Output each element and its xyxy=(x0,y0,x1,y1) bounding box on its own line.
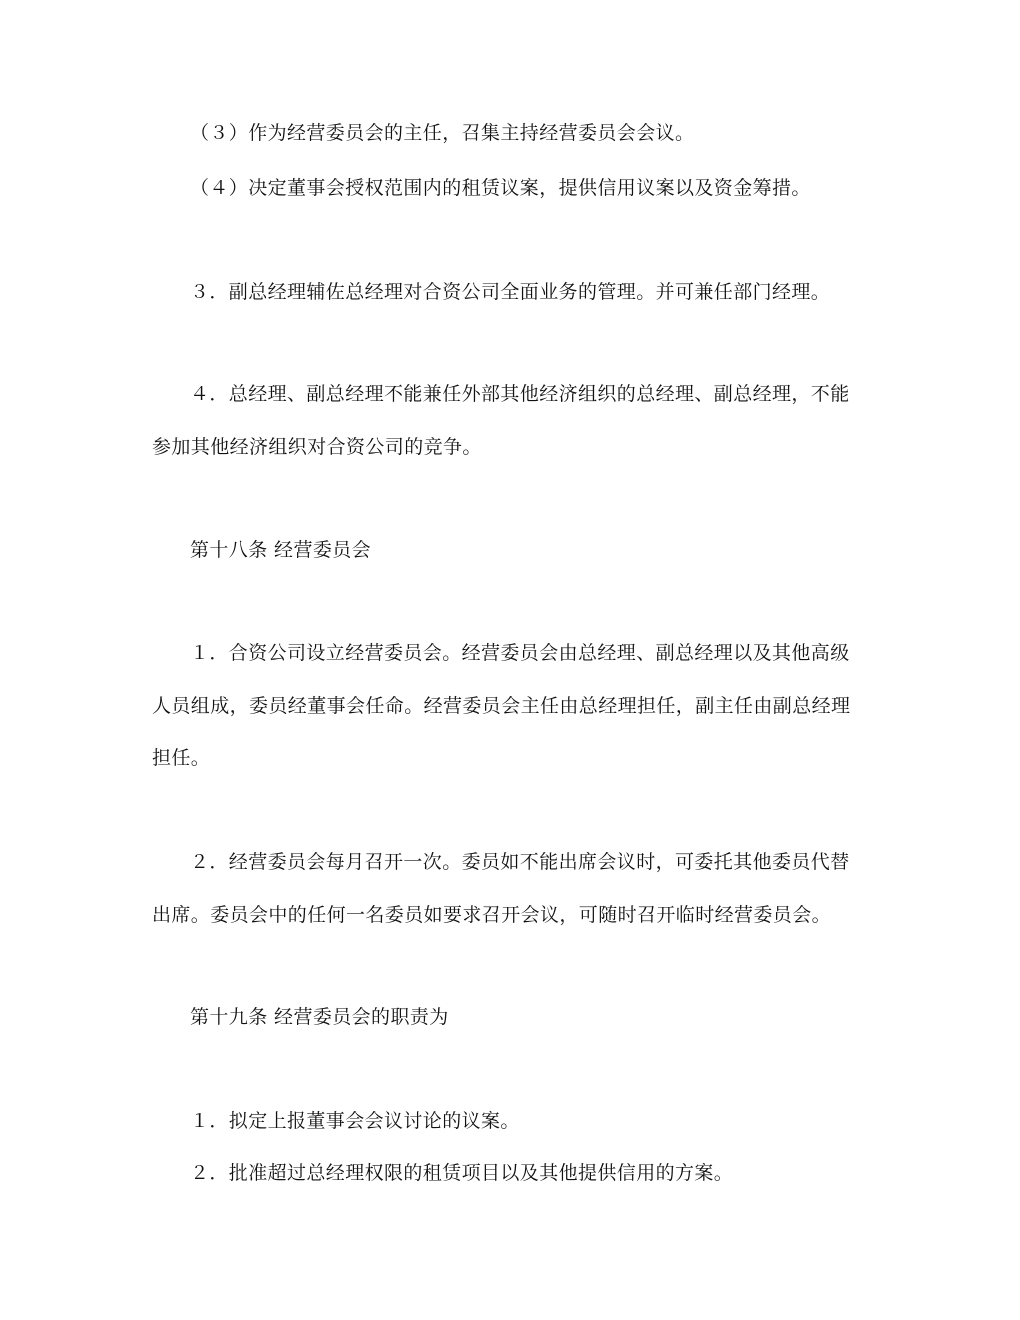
article-18-clause-1-line-3: 担任。 xyxy=(152,747,211,769)
article-19-duty-2: ２．批准超过总经理权限的租赁项目以及其他提供信用的方案。 xyxy=(190,1162,734,1184)
article-18-clause-2-line-2: 出席。委员会中的任何一名委员如要求召开会议，可随时召开临时经营委员会。 xyxy=(152,904,832,926)
item-3-chair-duty: （３）作为经营委员会的主任，召集主持经营委员会会议。 xyxy=(190,122,695,144)
article-18-heading: 第十八条 经营委员会 xyxy=(190,539,372,561)
article-18-clause-2-line-1: ２．经营委员会每月召开一次。委员如不能出席会议时，可委托其他委员代替 xyxy=(190,851,850,873)
clause-4-restriction-line-2: 参加其他经济组织对合资公司的竞争。 xyxy=(152,436,482,458)
article-18-clause-1-line-1: １．合资公司设立经营委员会。经营委员会由总经理、副总经理以及其他高级 xyxy=(190,642,850,664)
article-19-heading: 第十九条 经营委员会的职责为 xyxy=(190,1006,449,1028)
clause-3-deputy-gm: ３．副总经理辅佐总经理对合资公司全面业务的管理。并可兼任部门经理。 xyxy=(190,281,831,303)
clause-4-restriction-line-1: ４．总经理、副总经理不能兼任外部其他经济组织的总经理、副总经理，不能 xyxy=(190,383,850,405)
article-18-clause-1-line-2: 人员组成，委员经董事会任命。经营委员会主任由总经理担任，副主任由副总经理 xyxy=(152,695,851,717)
item-4-approve-proposals: （４）决定董事会授权范围内的租赁议案，提供信用议案以及资金筹措。 xyxy=(190,177,811,199)
article-19-duty-1: １．拟定上报董事会会议讨论的议案。 xyxy=(190,1110,520,1132)
